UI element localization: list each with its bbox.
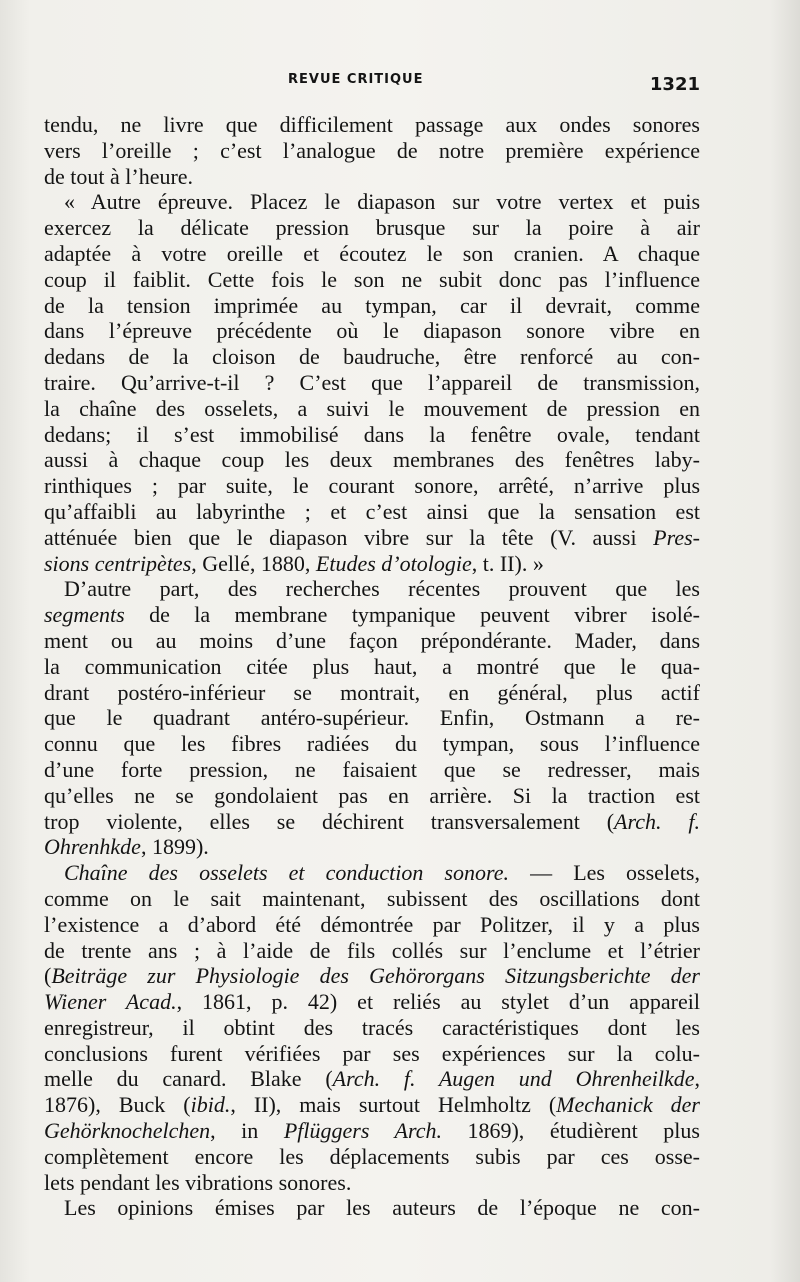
text-line [44,576,700,602]
text-line [44,654,700,680]
text-segment: vers l’oreille ; c’est l’analogue de notre première expérience [44,137,700,163]
text-line [44,1144,700,1170]
text-segment: trop violente, elles se déchirent transversalement ( [44,808,615,834]
page-number: 1321 [649,74,700,95]
text-line [44,293,700,319]
text-line [44,834,700,860]
text-segment: , 1899). [140,834,209,860]
text-line [44,1118,700,1144]
text-segment: 1869), étudièrent plus [441,1118,700,1144]
text-segment: traire. Qu’arrive-t-il ? C’est que l’appareil de transmission, [44,369,700,395]
text-line [44,628,700,654]
text-segment: l’existence a d’abord été démontrée par Politzer, il y a plus [44,911,700,937]
text-line [44,525,700,551]
text-segment: ( [44,963,52,989]
text-segment: , t. II). » [471,550,544,576]
text-line [44,912,700,938]
text-line [44,757,700,783]
text-line [44,318,700,344]
text-line [44,680,700,706]
text-segment: de la tension imprimée au tympan, car il devrait, comme [44,292,700,318]
text-segment: de trente ans ; à l’aide de fils collés sur l’enclume et l’étrier [44,937,700,963]
italic-text: Arch. f. [614,808,701,834]
text-segment: enregistreur, il obtint des tracés caractéristiques dont les [44,1014,700,1040]
text-segment: aussi à chaque coup les deux membranes des fenêtres laby- [44,447,700,473]
text-segment: D’autre part, des recherches récentes prouvent que les [64,576,700,602]
italic-text: Pres- [653,524,700,550]
text-line [44,112,700,138]
text-segment: qu’elles ne se gondolaient pas en arrière. Si la traction est [44,782,700,808]
text-segment: tendu, ne livre que difficilement passage aux ondes sonores [44,112,700,137]
text-segment: Les opinions émises par les auteurs de l’époque ne con- [64,1195,700,1221]
text-segment: d’une forte pression, ne faisaient que se redresser, mais [44,756,700,782]
text-segment: dedans; il s’est immobilisé dans la fenêtre ovale, tendant [44,421,700,447]
text-segment: qu’affaibli au labyrinthe ; et c’est ainsi que la sensation est [44,498,700,524]
body-text [44,112,700,1221]
text-segment: atténuée bien que le diapason vibre sur la tête (V. aussi [44,524,654,550]
text-segment: de tout à l’heure. [44,163,194,189]
text-segment: connu que les fibres radiées du tympan, sous l’influence [44,731,700,757]
text-segment: 1876), Buck ( [44,1092,191,1118]
text-segment: , Gellé, 1880, [191,550,316,576]
text-segment: la chaîne des osselets, a suivi le mouvement de pression en [44,395,700,421]
text-line [44,138,700,164]
text-line [44,731,700,757]
text-segment: « Autre épreuve. Placez le diapason sur votre vertex et puis [64,189,700,215]
text-segment: de la membrane tympanique peuvent vibrer isolé- [124,602,700,628]
text-line [44,551,700,577]
text-line [44,447,700,473]
italic-text: Ohrenhkde [44,834,141,860]
text-segment: complètement encore les déplacements subis par ces osse- [44,1143,700,1169]
text-segment: lets pendant les vibrations sonores. [44,1169,352,1195]
italic-text: Chaîne des osselets et conduction sonore. [64,860,509,886]
text-line [44,1041,700,1067]
text-line [44,1015,700,1041]
text-segment: coup il faiblit. Cette fois le son ne subit donc pas l’influence [44,266,700,292]
text-segment: , in [210,1118,284,1144]
italic-text: ibid. [190,1092,231,1118]
italic-text: Beiträge zur Physiologie des Gehörorgans Sitzungsberichte der [51,963,700,989]
text-line [44,989,700,1015]
text-segment: rinthiques ; par suite, le courant sonore, arrêté, n’arrive plus [44,473,700,499]
text-segment: melle du canard. Blake ( [44,1066,333,1092]
text-line [44,602,700,628]
text-line [44,1066,700,1092]
italic-text: sions centripètes [44,550,192,576]
text-line [44,705,700,731]
text-line [44,473,700,499]
italic-text: segments [44,602,125,628]
text-line [44,963,700,989]
italic-text: Mechanick der [556,1092,700,1118]
text-segment: adaptée à votre oreille et écoutez le son cranien. A chaque [44,240,700,266]
text-segment: , [694,1066,700,1092]
text-line [44,370,700,396]
text-segment: ment ou au moins d’une façon prépondérante. Mader, dans [44,627,700,653]
text-line [44,860,700,886]
text-segment: drant postéro-inférieur se montrait, en général, plus actif [44,679,700,705]
text-line [44,215,700,241]
text-line [44,938,700,964]
text-segment: , 1861, p. 42) et reliés au stylet d’un appareil [176,989,701,1015]
italic-text: Wiener Acad. [44,989,177,1015]
text-segment: la communication citée plus haut, a montré que le qua- [44,653,700,679]
italic-text: Pflüggers Arch. [283,1118,442,1144]
text-segment: , II), mais surtout Helmholtz ( [230,1092,557,1118]
text-segment: dedans de la cloison de baudruche, être renforcé au con- [44,344,700,370]
text-line [44,164,700,190]
text-segment: que le quadrant antéro-supérieur. Enfin, Ostmann a re- [44,705,700,731]
text-segment: dans l’épreuve précédente où le diapason sonore vibre en [44,318,700,344]
text-line [44,344,700,370]
italic-text: Arch. f. Augen und Ohrenheilkde [332,1066,695,1092]
text-line [44,886,700,912]
text-segment: comme on le sait maintenant, subissent des oscillations dont [44,885,700,911]
text-line [44,783,700,809]
text-segment: exercez la délicate pression brusque sur la poire à air [44,215,700,241]
text-segment: conclusions furent vérifiées par ses expériences sur la colu- [44,1040,700,1066]
text-line [44,809,700,835]
text-line [44,1092,700,1118]
page-header [0,64,800,94]
italic-text: Gehörknochelchen [44,1118,211,1144]
text-line [44,1170,700,1196]
text-segment: — Les osselets, [509,860,700,886]
text-line [44,267,700,293]
text-line [44,189,700,215]
text-line [44,499,700,525]
text-line [44,422,700,448]
text-line [44,1195,700,1221]
text-line [44,241,700,267]
text-line [44,396,700,422]
running-head: REVUE CRITIQUE [288,72,424,87]
italic-text: Etudes d’otologie [315,550,472,576]
